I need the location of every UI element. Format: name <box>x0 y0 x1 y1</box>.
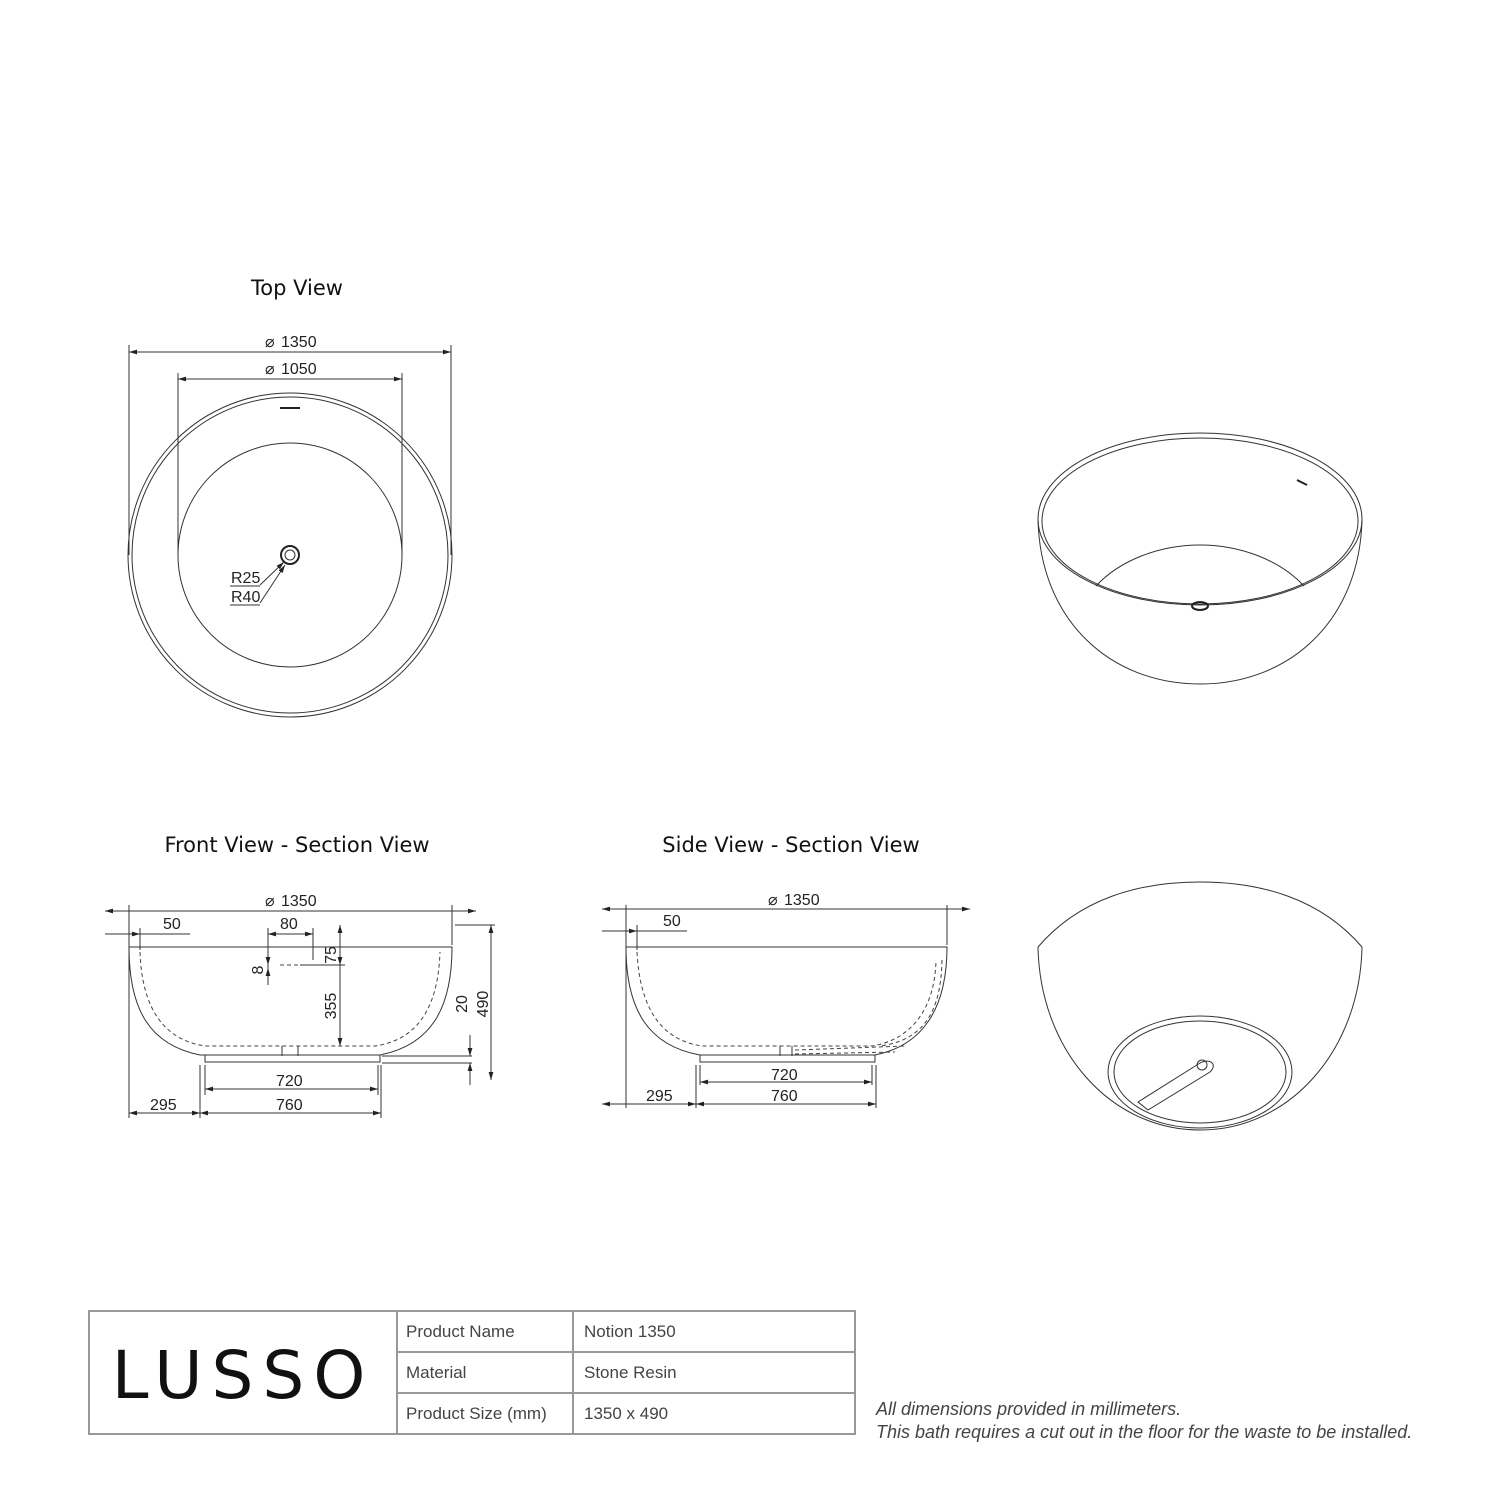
product-size-label: Product Size (mm) <box>398 1394 574 1433</box>
top-inner-diameter-symbol: ⌀ <box>265 361 275 378</box>
side-rim-label: 50 <box>663 913 681 930</box>
side-base-outer-label: 760 <box>771 1088 798 1105</box>
title-block <box>88 1310 856 1435</box>
front-overflow-drop-label: 75 <box>323 946 340 964</box>
front-height-label: 490 <box>475 990 492 1018</box>
top-outer-diameter-symbol: ⌀ <box>265 334 275 351</box>
side-base-inner-label: 720 <box>771 1067 798 1084</box>
top-radius-r40-label: R40 <box>231 589 261 606</box>
product-size-row <box>398 1394 854 1433</box>
front-offset-label: 295 <box>150 1097 177 1114</box>
material-label: Material <box>398 1353 574 1392</box>
top-view-drawing <box>128 345 452 717</box>
product-name-label: Product Name <box>398 1312 574 1351</box>
front-overflow-width-label: 80 <box>280 916 298 933</box>
product-name-value: Notion 1350 <box>584 1321 676 1341</box>
logo-cell <box>90 1312 398 1433</box>
top-view-title: Top View <box>251 276 343 300</box>
side-offset-label: 295 <box>646 1088 673 1105</box>
lusso-logo: LUSSO <box>111 1337 375 1414</box>
isometric-bottom-drawing <box>1038 882 1362 1130</box>
product-size-value: 1350 x 490 <box>584 1403 669 1423</box>
front-diameter-symbol: ⌀ <box>265 893 275 910</box>
top-radius-r25-label: R25 <box>231 570 261 587</box>
note-units: All dimensions provided in millimeters. <box>876 1399 1182 1419</box>
top-outer-diameter-label: 1350 <box>281 334 317 351</box>
front-view-title: Front View - Section View <box>164 833 430 857</box>
material-value: Stone Resin <box>584 1362 677 1382</box>
front-diameter-label: 1350 <box>281 893 317 910</box>
side-diameter-symbol: ⌀ <box>768 892 778 909</box>
notes <box>876 1398 1412 1444</box>
material-row <box>398 1353 854 1394</box>
product-info-table <box>398 1312 854 1433</box>
front-base-step-label: 20 <box>454 995 471 1013</box>
front-rim-label: 50 <box>163 916 181 933</box>
side-view-title: Side View - Section View <box>662 833 920 857</box>
front-base-outer-label: 760 <box>276 1097 303 1114</box>
product-name-row <box>398 1312 854 1353</box>
top-inner-diameter-label: 1050 <box>281 361 317 378</box>
front-depth-label: 355 <box>323 992 340 1020</box>
side-diameter-label: 1350 <box>784 892 820 909</box>
front-overflow-height-label: 8 <box>250 965 267 975</box>
isometric-top-drawing <box>1038 433 1362 684</box>
front-base-inner-label: 720 <box>276 1073 303 1090</box>
note-floor-cutout: This bath requires a cut out in the floor for the waste to be installed. <box>876 1422 1413 1442</box>
